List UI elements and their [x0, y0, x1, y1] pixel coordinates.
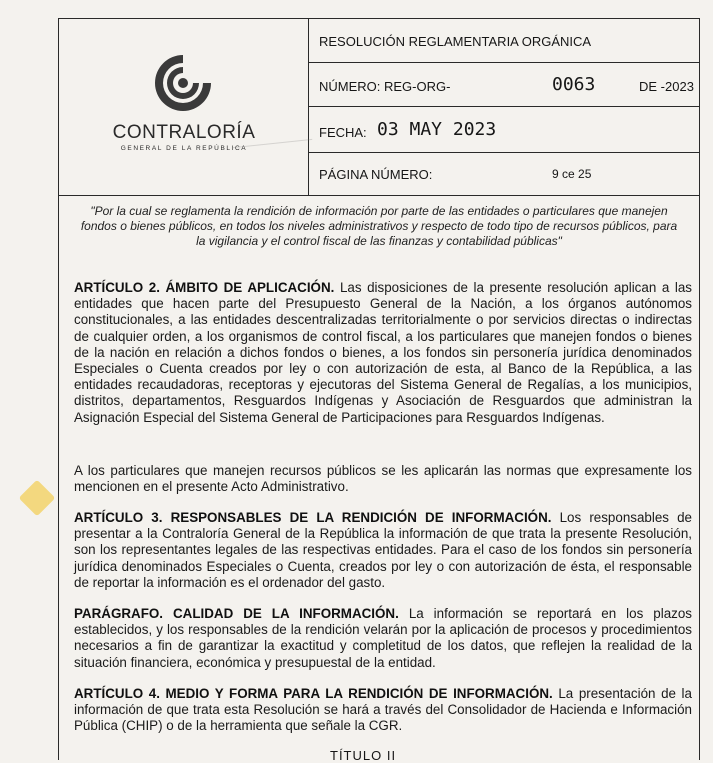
highlighter-mark	[19, 480, 56, 517]
article-2-paragraph-2: A los particulares que manejen recursos públicos se les aplicarán las normas que expresamente los mencionen en el presente Acto Administrativo.	[74, 463, 692, 495]
number-row	[309, 63, 699, 107]
doc-type-row	[309, 19, 699, 63]
date-label: FECHA:	[319, 125, 367, 140]
year-label: DE -2023	[639, 79, 694, 94]
article-4	[74, 686, 692, 735]
logo-block	[59, 19, 309, 195]
article-2-text: Las disposiciones de la presente resolución aplican a las entidades que hacen parte del Presupuesto General de la Nación, a los órganos autónomos constitucionales, a las entidades descentralizadas territorialmente o por servicios directas o indirectas de cualquier orden, a los organismos de control fiscal, a los particulares que manejen fondos o bienes de la nación en relación a dichos fondos o bienes, a los fondos sin personería jurídica denominados Especiales o Cuenta creados por ley o con autorización de esta, al Banco de la República, a las entidades recaudadoras, receptoras y ejecutoras del Sistema General de Regalías, a los municipios, distritos, departamentos, Resguardos Indígenas y Asociación de Resguardos que administran la Asignación Especial del Sistema General de Participaciones para Resguardos Indígenas.	[74, 280, 692, 425]
date-row	[309, 107, 699, 153]
date-value: 03 MAY 2023	[377, 119, 497, 140]
paragraph-quality-text: La información se reportará en los plazos establecidos, y los responsables de la rendición velarán por la aplicación de procesos y procedimientos necesarios a fin de garantizar la exactitud y completitud de los datos, que reflejen la realidad de la situación financiera, económica y presupuestal de la entidad.	[74, 606, 692, 670]
paragraph-quality	[74, 606, 692, 671]
org-name: CONTRALORÍA	[112, 122, 256, 143]
number-value: 0063	[552, 74, 596, 95]
page-label: PÁGINA NÚMERO:	[319, 167, 433, 182]
article-3-text: Los responsables de presentar a la Contraloría General de la República la información de que trata la presente Resolución, son los representantes legales de las respectivas entidades. Para el caso de los fondos sin personería jurídica denominados Especiales o Cuenta, creados por ley o con autorización de ésta, el responsable de reportar la información es el ordenador del gasto.	[74, 510, 692, 590]
document-header	[58, 18, 700, 196]
article-4-title: ARTÍCULO 4. MEDIO Y FORMA PARA LA RENDICIÓN DE INFORMACIÓN.	[74, 686, 553, 701]
paragraph-quality-title: PARÁGRAFO. CALIDAD DE LA INFORMACIÓN.	[74, 606, 399, 621]
article-4-text: La presentación de la información de que trata esta Resolución se hará a través del Consolidador de Hacienda e Información Pública (CHIP) o de la herramienta que señale la CGR.	[74, 686, 692, 734]
contraloria-logo-icon	[151, 51, 215, 115]
article-3	[74, 510, 692, 591]
article-2	[74, 280, 692, 426]
article-2-title: ARTÍCULO 2. ÁMBITO DE APLICACIÓN.	[74, 280, 335, 295]
number-label: NÚMERO: REG-ORG-	[319, 79, 451, 94]
doc-type: RESOLUCIÓN REGLAMENTARIA ORGÁNICA	[319, 34, 592, 49]
page-row	[309, 153, 699, 195]
org-subtitle: GENERAL DE LA REPÚBLICA	[120, 145, 248, 152]
article-3-title: ARTÍCULO 3. RESPONSABLES DE LA RENDICIÓN DE INFORMACIÓN.	[74, 510, 552, 525]
page-value: 9 ce 25	[552, 167, 592, 181]
resolution-subject: "Por la cual se reglamenta la rendición de información por parte de las entidades o particulares que manejen fondos o bienes públicos, en todos los niveles administrativos y respecto de todo tipo de recursos públicos, para la vigilancia y el control fiscal de las finanzas y contabilidad públicas"	[80, 204, 678, 248]
next-title: TÍTULO II	[330, 748, 397, 763]
